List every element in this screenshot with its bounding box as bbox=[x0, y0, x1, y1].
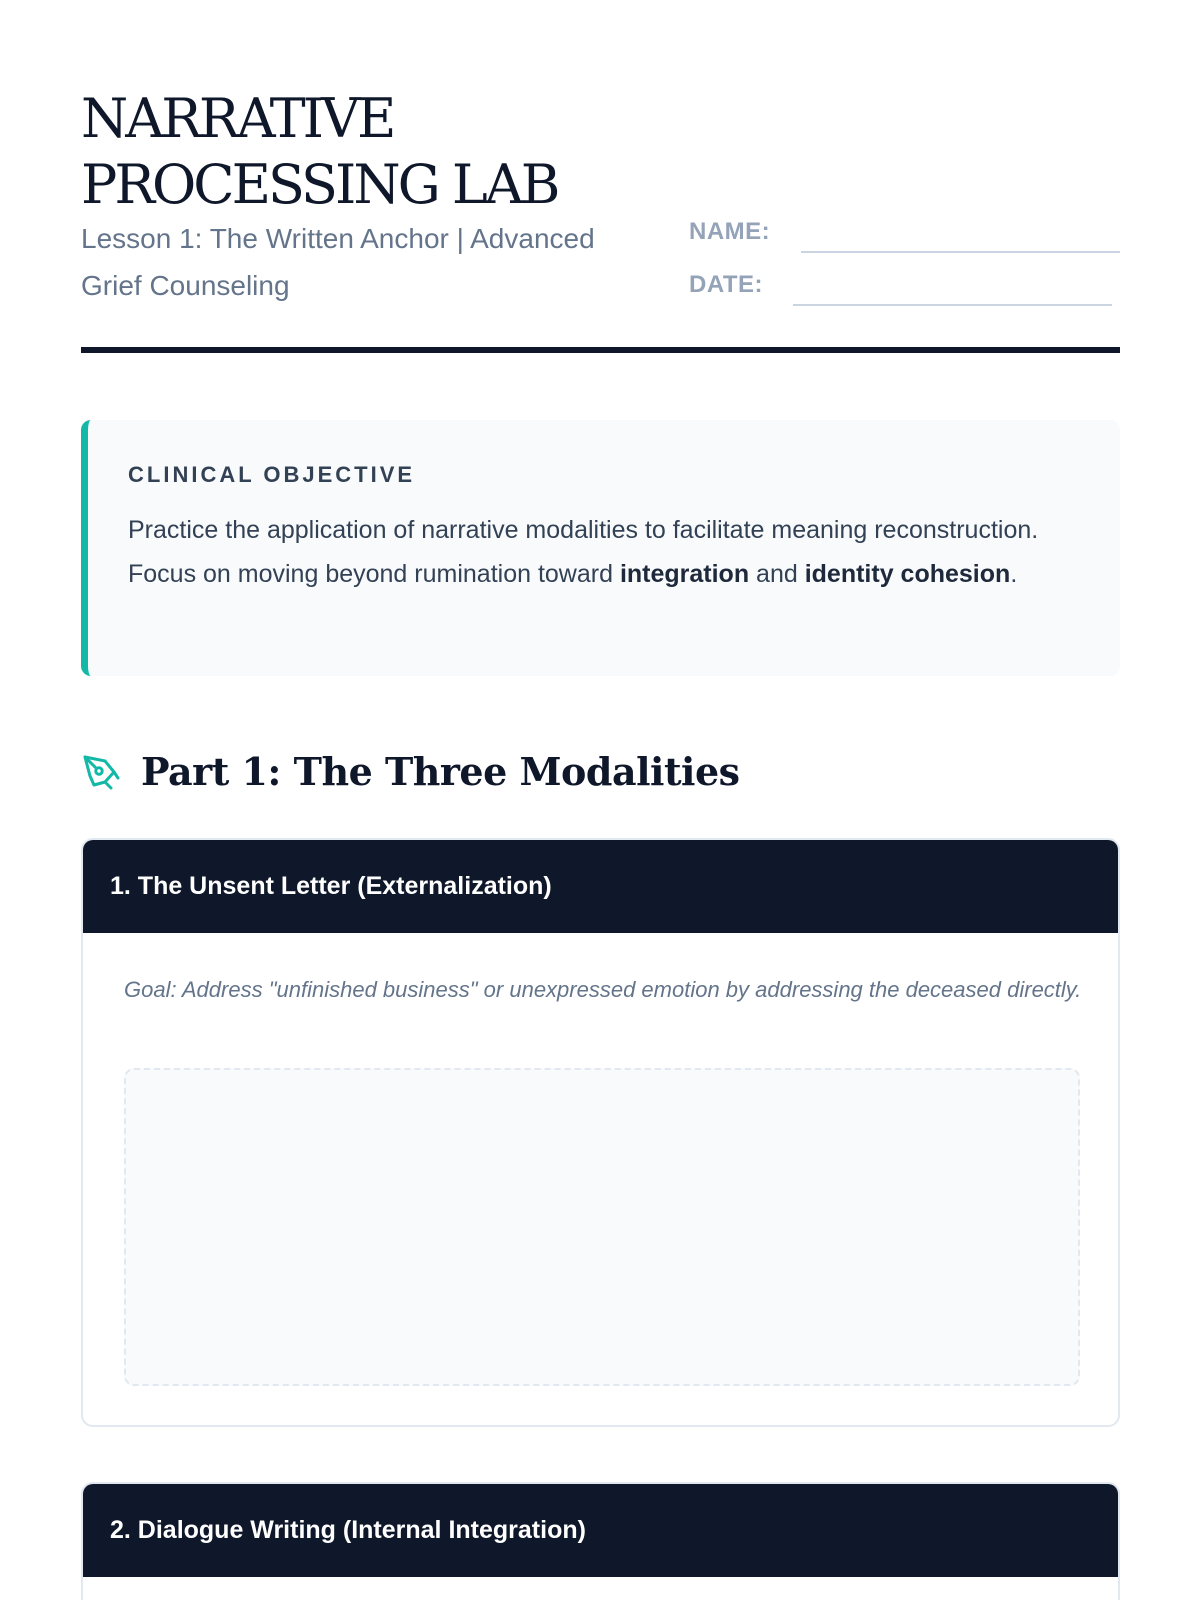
objective-text-part-3: . bbox=[1010, 560, 1018, 588]
header-divider bbox=[81, 347, 1120, 353]
date-row bbox=[689, 265, 1120, 305]
objective-text-part-1: Practice the application of narrative modalities to facilitate meaning reconstruction. Focus on moving beyond rumination toward bbox=[128, 516, 1039, 588]
name-label: NAME: bbox=[689, 218, 771, 245]
card-goal: Goal: Address "unfinished business" or unexpressed emotion by addressing the deceased directly. bbox=[124, 977, 1082, 1002]
title-line-2: PROCESSING LAB bbox=[81, 153, 558, 216]
clinical-objective-box bbox=[81, 420, 1120, 676]
modality-card-unsent-letter bbox=[81, 838, 1120, 1427]
worksheet-page bbox=[81, 0, 1120, 1544]
objective-bold-integration: integration bbox=[619, 560, 750, 588]
page-title bbox=[81, 86, 641, 218]
pen-icon bbox=[81, 752, 121, 792]
card-title: 2. Dialogue Writing (Internal Integration) bbox=[83, 1484, 1118, 1577]
name-row bbox=[689, 212, 1120, 252]
objective-title: CLINICAL OBJECTIVE bbox=[128, 462, 416, 487]
worksheet-header bbox=[81, 0, 1120, 356]
section-title: Part 1: The Three Modalities bbox=[141, 749, 740, 794]
date-label: DATE: bbox=[689, 271, 764, 298]
objective-text bbox=[128, 508, 1088, 596]
name-field[interactable] bbox=[801, 251, 1120, 253]
objective-bold-identity: identity cohesion bbox=[804, 560, 1011, 588]
modality-card-dialogue-writing bbox=[81, 1482, 1120, 1600]
card-title: 1. The Unsent Letter (Externalization) bbox=[83, 840, 1118, 933]
objective-text-part-2: and bbox=[749, 560, 805, 588]
lesson-subtitle: Lesson 1: The Written Anchor | Advanced Grief Counseling bbox=[81, 223, 595, 301]
title-line-1: NARRATIVE bbox=[81, 87, 394, 150]
date-field[interactable] bbox=[793, 304, 1112, 306]
section-heading bbox=[81, 746, 1120, 806]
writing-area[interactable] bbox=[124, 1068, 1080, 1386]
